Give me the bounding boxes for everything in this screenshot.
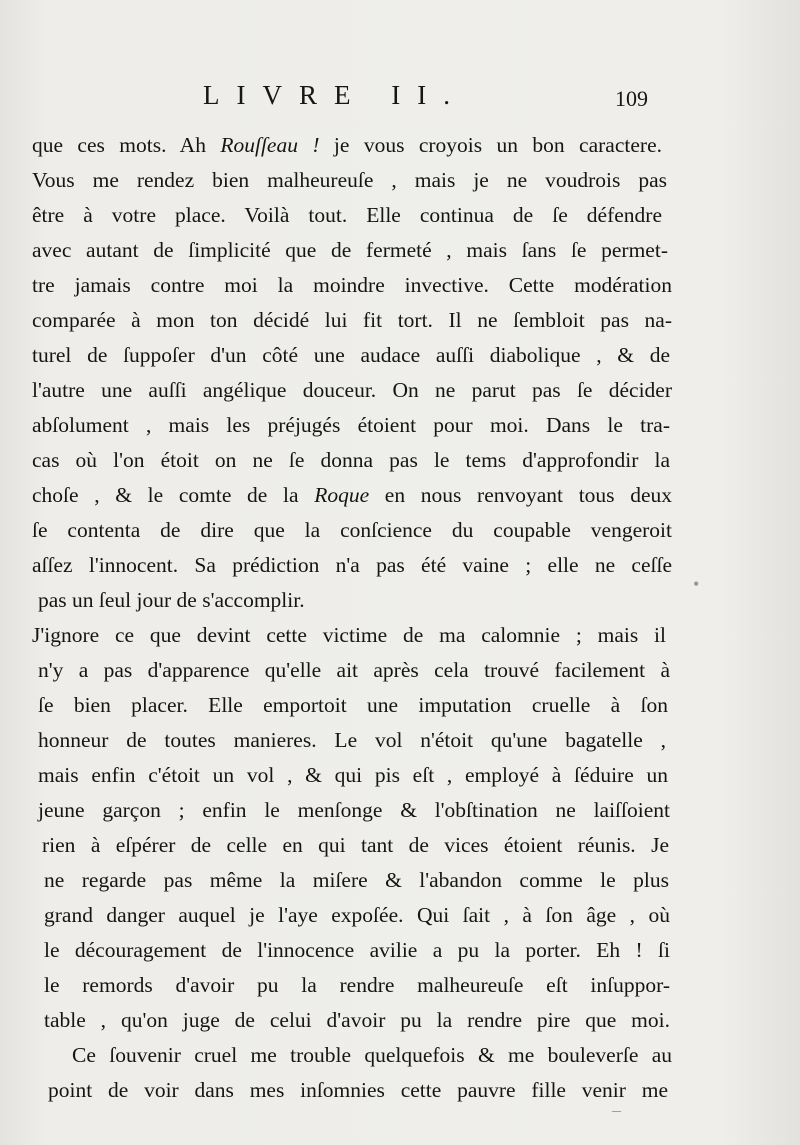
text-line: avec autant de ſimplicité que de fermeté , mais ſans ſe permet- <box>32 238 668 262</box>
text-line: abſolument , mais les préjugés étoient pour moi. Dans le tra- <box>32 413 670 437</box>
text-line: comparée à mon ton décidé lui fit tort. Il ne ſembloit pas na- <box>32 308 672 332</box>
text-line: honneur de toutes manieres. Le vol n'étoit qu'une bagatelle , <box>38 728 666 752</box>
text-line: ſe contenta de dire que la conſcience du coupable vengeroit <box>32 518 672 542</box>
text-line: rien à eſpérer de celle en qui tant de vices étoient réunis. Je <box>42 833 669 857</box>
text-line: être à votre place. Voilà tout. Elle continua de ſe défendre <box>32 203 662 227</box>
ink-speck: • <box>693 574 700 594</box>
text-line: mais enfin c'étoit un vol , & qui pis eſt , employé à ſéduire un <box>38 763 668 787</box>
text-line: ſe bien placer. Elle emportoit une imputation cruelle à ſon <box>38 693 668 717</box>
ink-speck: – <box>612 1100 621 1120</box>
text-line: J'ignore ce que devint cette victime de ma calomnie ; mais il <box>32 623 666 647</box>
text-line: n'y a pas d'apparence qu'elle ait après cela trouvé facilement à <box>38 658 670 682</box>
text-line: pas un ſeul jour de s'accomplir. <box>38 588 305 612</box>
text-line: Vous me rendez bien malheureuſe , mais je ne voudrois pas <box>32 168 667 192</box>
text-line: point de voir dans mes inſomnies cette pauvre fille venir me <box>48 1078 668 1102</box>
text-line: Ce ſouvenir cruel me trouble quelquefois & me bouleverſe au <box>72 1043 672 1067</box>
text-line: cas où l'on étoit on ne ſe donna pas le tems d'approfondir la <box>32 448 670 472</box>
text-line: ne regarde pas même la miſere & l'abandon comme le plus <box>44 868 669 892</box>
text-line: turel de ſuppoſer d'un côté une audace auſſi diabolique , & de <box>32 343 670 367</box>
text-line: le découragement de l'innocence avilie a pu la porter. Eh ! ſi <box>44 938 670 962</box>
text-line: table , qu'on juge de celui d'avoir pu la rendre pire que moi. <box>44 1008 670 1032</box>
text-line: aſſez l'innocent. Sa prédiction n'a pas été vaine ; elle ne ceſſe <box>32 553 672 577</box>
text-line: tre jamais contre moi la moindre invective. Cette modération <box>32 273 672 297</box>
text-line: l'autre une auſſi angélique douceur. On ne parut pas ſe décider <box>32 378 672 402</box>
running-head: LIVRE II. <box>203 80 467 110</box>
text-line: choſe , & le comte de la Roque en nous renvoyant tous deux <box>32 483 672 507</box>
text-line: jeune garçon ; enfin le menſonge & l'obſtination ne laiſſoient <box>38 798 670 822</box>
text-line: le remords d'avoir pu la rendre malheureuſe eſt inſuppor- <box>44 973 670 997</box>
text-line: que ces mots. Ah Rouſſeau ! je vous croyois un bon caractere. <box>32 133 662 157</box>
page-number: 109 <box>615 86 648 111</box>
page-header <box>0 80 800 120</box>
text-line: grand danger auquel je l'aye expoſée. Qui ſait , à ſon âge , où <box>44 903 670 927</box>
